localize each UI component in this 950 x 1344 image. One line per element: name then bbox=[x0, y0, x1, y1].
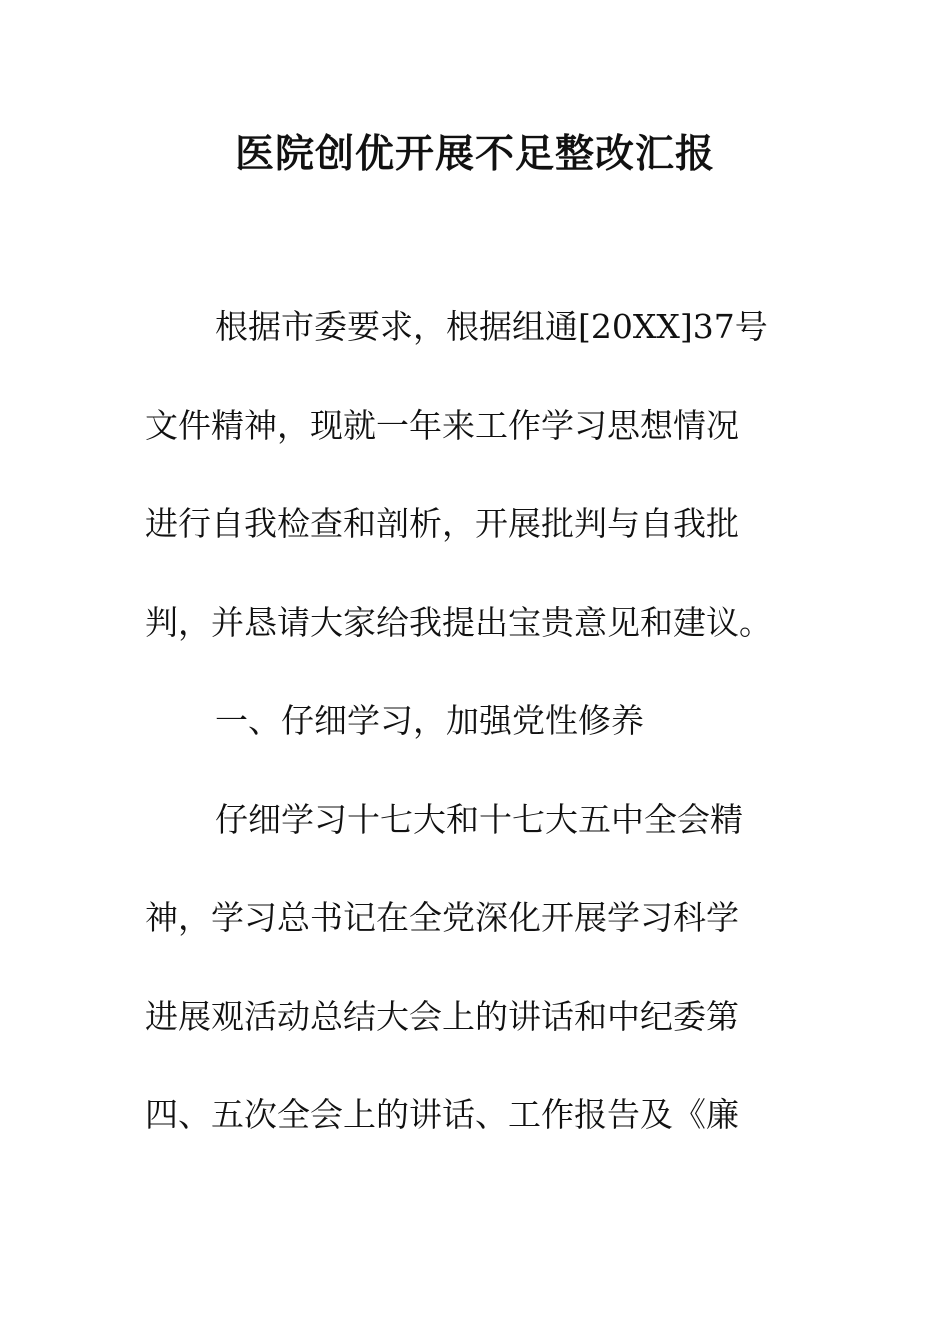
paragraph-line: 进行自我检查和剖析，开展批判与自我批 bbox=[145, 504, 739, 543]
paragraph-line: 根据市委要求，根据组通[20XX]37号 bbox=[215, 307, 768, 346]
paragraph-line: 进展观活动总结大会上的讲话和中纪委第 bbox=[145, 997, 739, 1036]
paragraph-line: 仔细学习十七大和十七大五中全会精 bbox=[215, 800, 743, 839]
paragraph-line: 文件精神，现就一年来工作学习思想情况 bbox=[145, 406, 739, 445]
paragraph-line: 判，并恳请大家给我提出宝贵意见和建议。 bbox=[145, 603, 772, 642]
section-heading: 一、仔细学习，加强党性修养 bbox=[215, 701, 644, 740]
paragraph-line: 四、五次全会上的讲话、工作报告及《廉 bbox=[145, 1095, 739, 1134]
document-title: 医院创优开展不足整改汇报 bbox=[234, 131, 715, 177]
paragraph-line: 神，学习总书记在全党深化开展学习科学 bbox=[145, 898, 739, 937]
